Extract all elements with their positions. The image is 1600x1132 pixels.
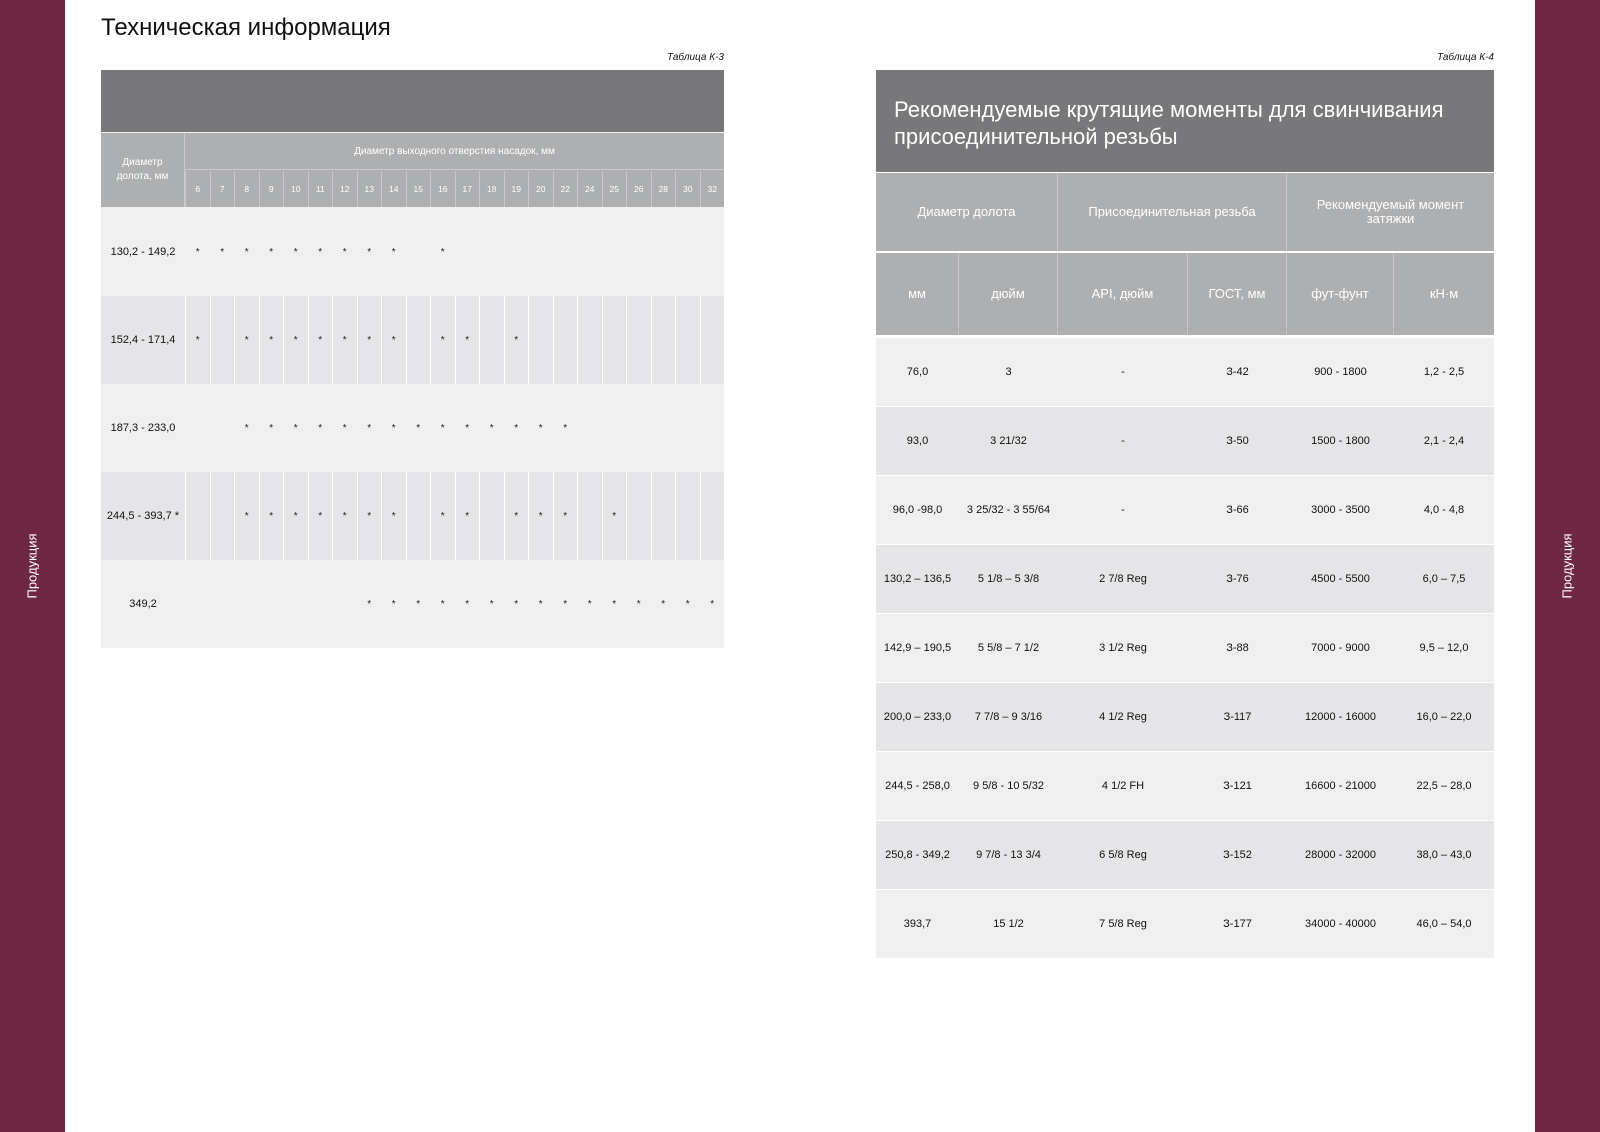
table-cell: * (195, 246, 200, 258)
header-divider (184, 133, 185, 207)
table-cell (700, 296, 725, 384)
table-cell: * (514, 422, 519, 434)
table-cell: * (357, 296, 382, 384)
table-cell (700, 208, 725, 296)
row-bit-diameter: 130,2 - 149,2 (110, 246, 176, 258)
cell-mm: 200,0 – 233,0 (883, 711, 952, 723)
cell-mm: 130,2 – 136,5 (883, 573, 952, 585)
group-header-connection-thread: Присоединительная резьба (1058, 173, 1287, 251)
cell-inch: 15 1/2 (993, 918, 1024, 930)
table-cell: * (293, 422, 298, 434)
table-cell: * (489, 598, 494, 610)
left-side-band (0, 0, 65, 1132)
table-row (101, 384, 724, 472)
cell-knm: 1,2 - 2,5 (1423, 366, 1465, 378)
table-cell (602, 384, 627, 472)
right-side-band (1535, 0, 1600, 1132)
nozzle-size-header: 10 (283, 171, 308, 207)
table-cell (185, 472, 210, 560)
cell-api: 4 1/2 Reg (1099, 711, 1147, 723)
table-cell (479, 296, 504, 384)
table-row (101, 560, 724, 648)
table-cell (210, 472, 235, 560)
table-cell (675, 296, 700, 384)
row-bit-diameter: 349,2 (129, 598, 157, 610)
cell-mm: 93,0 (906, 435, 929, 447)
table-cell (626, 296, 651, 384)
nozzle-size-header: 28 (651, 171, 676, 207)
table-cell: * (342, 246, 347, 258)
cell-inch: 9 5/8 - 10 5/32 (973, 780, 1044, 792)
nozzle-size-header: 32 (700, 171, 725, 207)
sub-header-inch: дюйм (959, 253, 1058, 335)
table-cell: * (710, 598, 715, 610)
cell-knm: 38,0 – 43,0 (1416, 849, 1472, 861)
table-row (876, 614, 1494, 683)
table-cell (283, 560, 308, 648)
table-cell: * (342, 422, 347, 434)
cell-knm: 16,0 – 22,0 (1416, 711, 1472, 723)
cell-knm: 6,0 – 7,5 (1422, 573, 1466, 585)
table-cell (185, 560, 210, 648)
cell-ft-lb: 28000 - 32000 (1305, 849, 1376, 861)
group-header-torque: Рекомендуемый момент затяжки (1316, 197, 1465, 226)
nozzle-size-header: 15 (406, 171, 431, 207)
table-cell: * (455, 296, 480, 384)
nozzle-size-header: 20 (528, 171, 553, 207)
table-cell: * (430, 472, 455, 560)
cell-ft-lb: 4500 - 5500 (1311, 573, 1370, 585)
nozzle-size-header: 25 (602, 171, 627, 207)
table-cell: * (391, 246, 396, 258)
cell-mm: 76,0 (906, 366, 929, 378)
nozzle-size-header: 24 (577, 171, 602, 207)
table-cell (455, 208, 480, 296)
table-cell: * (259, 472, 284, 560)
table-cell: * (357, 472, 382, 560)
cell-inch: 7 7/8 – 9 3/16 (974, 711, 1043, 723)
table-cell (577, 208, 602, 296)
cell-knm: 2,1 - 2,4 (1423, 435, 1465, 447)
cell-gost: З-121 (1223, 780, 1252, 792)
table-cell (626, 208, 651, 296)
table-cell: * (563, 598, 568, 610)
table-k3 (101, 70, 724, 646)
cell-knm: 46,0 – 54,0 (1416, 918, 1472, 930)
row-bit-diameter: 187,3 - 233,0 (110, 422, 176, 434)
nozzle-size-header: 6 (185, 171, 210, 207)
table-cell (332, 560, 357, 648)
cell-ft-lb: 3000 - 3500 (1311, 504, 1370, 516)
table-cell (308, 560, 333, 648)
table-cell: * (465, 598, 470, 610)
table-cell (210, 384, 235, 472)
nozzle-size-header: 30 (675, 171, 700, 207)
cell-api: - (1121, 366, 1125, 378)
table-k3-header (101, 133, 724, 207)
table-cell (577, 384, 602, 472)
table-row (876, 752, 1494, 821)
table-k4 (876, 70, 1494, 954)
table-cell (234, 560, 259, 648)
cell-knm: 9,5 – 12,0 (1419, 642, 1469, 654)
cell-inch: 9 7/8 - 13 3/4 (976, 849, 1041, 861)
cell-gost: З-117 (1223, 711, 1252, 723)
table-cell: * (416, 598, 421, 610)
table-cell (602, 296, 627, 384)
cell-ft-lb: 900 - 1800 (1314, 366, 1367, 378)
table-cell: * (381, 296, 406, 384)
table-cell (504, 208, 529, 296)
table-cell: * (440, 422, 445, 434)
table-cell: * (430, 296, 455, 384)
table-row (876, 683, 1494, 752)
cell-mm: 250,8 - 349,2 (885, 849, 950, 861)
table-cell: * (504, 296, 529, 384)
table-cell: * (234, 296, 259, 384)
table-cell (185, 384, 210, 472)
table-cell (577, 296, 602, 384)
sub-header-mm: мм (876, 253, 959, 335)
left-side-label: Продукция (24, 533, 40, 599)
table-k4-title-band (876, 70, 1494, 172)
table-row (876, 338, 1494, 407)
table-cell: * (332, 472, 357, 560)
table-cell: * (587, 598, 592, 610)
cell-gost: З-177 (1223, 918, 1252, 930)
cell-ft-lb: 12000 - 16000 (1305, 711, 1376, 723)
nozzle-size-header: 19 (504, 171, 529, 207)
table-cell: * (244, 246, 249, 258)
table-row (101, 296, 724, 384)
table-row (876, 890, 1494, 959)
table-k4-title: Рекомендуемые крутящие моменты для свинчивания присоединительной резьбы (894, 97, 1444, 149)
table-k4-sub-headers (876, 253, 1494, 335)
table-cell (700, 384, 725, 472)
cell-gost: З-76 (1226, 573, 1249, 585)
table-cell (577, 472, 602, 560)
table-cell: * (391, 422, 396, 434)
page-title: Техническая информация (101, 14, 391, 41)
table-cell: * (220, 246, 225, 258)
cell-gost: З-66 (1226, 504, 1249, 516)
table-cell (528, 208, 553, 296)
nozzle-size-header: 7 (210, 171, 235, 207)
table-row (876, 407, 1494, 476)
cell-inch: 5 1/8 – 5 3/8 (977, 573, 1040, 585)
table-cell (406, 296, 431, 384)
nozzle-diameter-header: Диаметр выходного отверстия насадок, мм (185, 133, 724, 170)
table-k3-title-band (101, 70, 724, 132)
table-k4-caption: Таблица К-4 (1436, 52, 1494, 63)
table-k3-caption: Таблица К-3 (666, 52, 724, 63)
cell-mm: 142,9 – 190,5 (883, 642, 952, 654)
table-cell: * (538, 422, 543, 434)
cell-api: - (1121, 435, 1125, 447)
table-cell: * (308, 472, 333, 560)
table-cell: * (455, 472, 480, 560)
table-cell: * (234, 472, 259, 560)
table-cell: * (367, 422, 372, 434)
sub-header-api: API, дюйм (1058, 253, 1188, 335)
nozzle-size-header: 22 (553, 171, 578, 207)
table-cell: * (269, 246, 274, 258)
nozzle-size-header: 11 (308, 171, 333, 207)
table-cell (553, 208, 578, 296)
row-bit-diameter: 152,4 - 171,4 (110, 334, 176, 346)
bit-diameter-header: Диаметр долота, мм (116, 157, 169, 182)
table-cell: * (308, 296, 333, 384)
nozzle-size-header: 13 (357, 171, 382, 207)
table-cell: * (489, 422, 494, 434)
table-cell: * (685, 598, 690, 610)
table-row (101, 208, 724, 296)
table-row (876, 821, 1494, 890)
table-row (101, 472, 724, 560)
cell-mm: 393,7 (903, 918, 932, 930)
sub-header-knm: кН·м (1429, 286, 1459, 301)
table-k4-group-headers (876, 173, 1494, 251)
table-cell: * (391, 598, 396, 610)
table-k4-body (876, 338, 1494, 959)
table-cell: * (269, 422, 274, 434)
table-cell (700, 472, 725, 560)
cell-ft-lb: 16600 - 21000 (1305, 780, 1376, 792)
table-cell: * (416, 422, 421, 434)
nozzle-size-header: 26 (626, 171, 651, 207)
group-header-bit-diameter: Диаметр долота (876, 173, 1058, 251)
cell-mm: 244,5 - 258,0 (885, 780, 950, 792)
cell-gost: З-152 (1223, 849, 1252, 861)
sub-header-ft-lb: фут-фунт (1287, 253, 1394, 335)
cell-api: 7 5/8 Reg (1099, 918, 1147, 930)
table-cell: * (602, 472, 627, 560)
table-cell: * (636, 598, 641, 610)
table-cell (528, 296, 553, 384)
table-cell (406, 208, 431, 296)
table-cell (259, 560, 284, 648)
table-cell (675, 208, 700, 296)
nozzle-size-header: 9 (259, 171, 284, 207)
table-cell: * (293, 246, 298, 258)
table-cell: * (514, 598, 519, 610)
table-cell (626, 384, 651, 472)
table-cell: * (244, 422, 249, 434)
cell-knm: 22,5 – 28,0 (1416, 780, 1472, 792)
table-cell: * (367, 246, 372, 258)
table-cell: * (661, 598, 666, 610)
table-cell: * (367, 598, 372, 610)
table-cell: * (465, 422, 470, 434)
cell-api: 2 7/8 Reg (1099, 573, 1147, 585)
table-cell (210, 296, 235, 384)
table-cell (602, 208, 627, 296)
nozzle-size-headers (185, 171, 724, 207)
table-cell: * (528, 472, 553, 560)
table-cell (553, 296, 578, 384)
table-cell: * (504, 472, 529, 560)
table-cell: * (318, 246, 323, 258)
cell-inch: 3 (1005, 366, 1012, 378)
table-cell: * (283, 296, 308, 384)
cell-api: - (1121, 504, 1125, 516)
cell-api: 4 1/2 FH (1101, 780, 1145, 792)
table-cell: * (440, 598, 445, 610)
cell-api: 3 1/2 Reg (1099, 642, 1147, 654)
cell-gost: З-42 (1226, 366, 1249, 378)
nozzle-size-header: 8 (234, 171, 259, 207)
nozzle-size-header: 14 (381, 171, 406, 207)
cell-knm: 4,0 - 4,8 (1423, 504, 1465, 516)
cell-gost: З-88 (1226, 642, 1249, 654)
table-cell (210, 560, 235, 648)
table-cell: * (381, 472, 406, 560)
table-row (876, 476, 1494, 545)
cell-gost: З-50 (1226, 435, 1249, 447)
table-cell: * (538, 598, 543, 610)
nozzle-size-header: 17 (455, 171, 480, 207)
nozzle-size-header: 12 (332, 171, 357, 207)
cell-ft-lb: 34000 - 40000 (1305, 918, 1376, 930)
table-cell: * (332, 296, 357, 384)
row-bit-diameter: 244,5 - 393,7 * (106, 510, 180, 522)
sub-header-gost: ГОСТ, мм (1188, 253, 1287, 335)
table-cell: * (563, 422, 568, 434)
cell-ft-lb: 1500 - 1800 (1311, 435, 1370, 447)
table-cell (479, 208, 504, 296)
table-cell: * (283, 472, 308, 560)
table-cell: * (553, 472, 578, 560)
cell-api: 6 5/8 Reg (1099, 849, 1147, 861)
table-cell (406, 472, 431, 560)
right-side-label: Продукция (1559, 533, 1575, 599)
table-cell: * (185, 296, 210, 384)
table-cell (675, 472, 700, 560)
table-cell: * (318, 422, 323, 434)
table-cell (675, 384, 700, 472)
table-cell: * (259, 296, 284, 384)
table-cell (651, 208, 676, 296)
nozzle-size-header: 18 (479, 171, 504, 207)
table-cell (651, 296, 676, 384)
cell-inch: 3 25/32 - 3 55/64 (966, 504, 1051, 516)
table-cell (651, 472, 676, 560)
cell-inch: 3 21/32 (990, 435, 1027, 447)
cell-inch: 5 5/8 – 7 1/2 (977, 642, 1040, 654)
cell-ft-lb: 7000 - 9000 (1311, 642, 1370, 654)
table-cell (479, 472, 504, 560)
cell-mm: 96,0 -98,0 (892, 504, 943, 516)
table-cell: * (440, 246, 445, 258)
table-cell: * (612, 598, 617, 610)
table-cell (626, 472, 651, 560)
table-cell (651, 384, 676, 472)
table-row (876, 545, 1494, 614)
nozzle-size-header: 16 (430, 171, 455, 207)
